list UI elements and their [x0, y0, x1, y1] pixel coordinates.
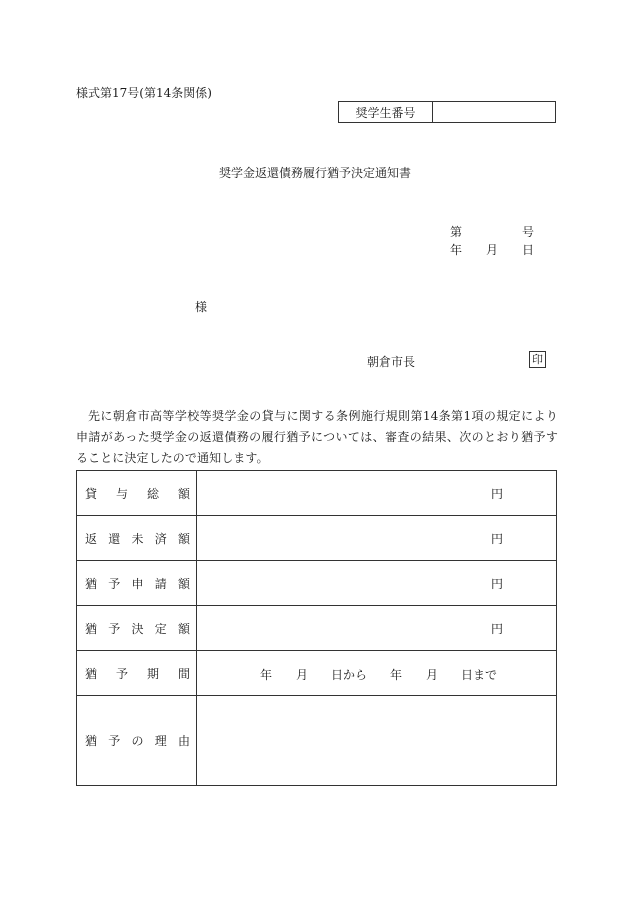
doc-no-suffix: 号: [522, 225, 535, 239]
row-label-char: 決: [131, 621, 144, 636]
table-row: [77, 471, 557, 516]
row-label-char: 間: [177, 666, 190, 681]
row-label-char: 猶: [85, 576, 98, 591]
row-label: [77, 665, 196, 682]
row-label: [77, 485, 196, 502]
row-label: [77, 530, 196, 547]
date-year: 年: [450, 243, 463, 257]
recipient-honorific: 様: [195, 300, 208, 314]
row-label-char: 申: [131, 576, 144, 591]
row-label-char: 額: [177, 486, 190, 501]
seal-mark: 印: [529, 351, 546, 368]
row-label: [77, 620, 196, 637]
row-header: [77, 516, 197, 561]
row-header: [77, 471, 197, 516]
doc-no-prefix: 第: [450, 225, 463, 239]
row-label: [77, 575, 196, 592]
row-header: [77, 606, 197, 651]
requested-value[interactable]: 円: [197, 561, 557, 606]
period-to-month: 月: [426, 668, 439, 682]
row-label-char: 額: [177, 531, 190, 546]
row-label-char: の: [131, 734, 144, 748]
row-label-char: 期: [146, 666, 159, 681]
loan-total-value[interactable]: 円: [197, 471, 557, 516]
period-from-month: 月: [296, 668, 309, 682]
notice-body: 先に朝倉市高等学校等奨学金の貸与に関する条例施行規則第14条第1項の規定により申請があった奨学金の返還債務の履行猶予については、審査の結果、次のとおり猶予することに決定したので通知します。: [76, 409, 558, 465]
row-header: [77, 651, 197, 696]
row-header: [77, 696, 197, 786]
row-label-char: 総: [146, 486, 159, 501]
row-label-char: 定: [154, 621, 167, 636]
row-label-char: 予: [115, 666, 128, 681]
row-label: [77, 732, 196, 749]
row-label-char: 還: [108, 531, 121, 546]
period-to-year: 年: [390, 668, 403, 682]
row-label-char: 与: [115, 486, 128, 501]
details-table: [76, 470, 557, 786]
row-label-char: 理: [154, 734, 167, 748]
row-label-char: 猶: [85, 734, 98, 748]
period-value[interactable]: [197, 651, 557, 696]
row-label-char: 由: [177, 734, 190, 748]
decided-value[interactable]: 円: [197, 606, 557, 651]
table-row: [77, 696, 557, 786]
student-number-box: [338, 101, 556, 123]
row-label-char: 返: [85, 531, 98, 546]
table-row: [77, 606, 557, 651]
form-number: 様式第17号(第14条関係): [76, 86, 212, 100]
row-label-char: 額: [177, 621, 190, 636]
issuer-title: 朝倉市長: [367, 355, 416, 369]
row-label-char: 予: [108, 576, 121, 591]
row-label-char: 未: [131, 531, 144, 546]
row-label-char: 予: [108, 621, 121, 636]
row-label-char: 済: [154, 531, 167, 546]
table-row: [77, 516, 557, 561]
table-row: [77, 651, 557, 696]
unpaid-value[interactable]: 円: [197, 516, 557, 561]
row-header: [77, 561, 197, 606]
document-title: 奨学金返還債務履行猶予決定通知書: [218, 166, 411, 180]
student-number-label: 奨学生番号: [339, 102, 433, 122]
row-label-char: 請: [154, 576, 167, 591]
reason-value[interactable]: [197, 696, 557, 786]
row-label-char: 額: [177, 576, 190, 591]
period-from-day: 日から: [331, 668, 368, 682]
date-day: 日: [522, 243, 535, 257]
period-to-day: 日まで: [461, 668, 498, 682]
row-label-char: 予: [108, 734, 121, 748]
row-label-char: 猶: [85, 666, 98, 681]
table-row: [77, 561, 557, 606]
row-label-char: 貸: [85, 486, 98, 501]
row-label-char: 猶: [85, 621, 98, 636]
date-month: 月: [486, 243, 499, 257]
student-number-field[interactable]: [433, 102, 555, 122]
period-from-year: 年: [260, 668, 273, 682]
